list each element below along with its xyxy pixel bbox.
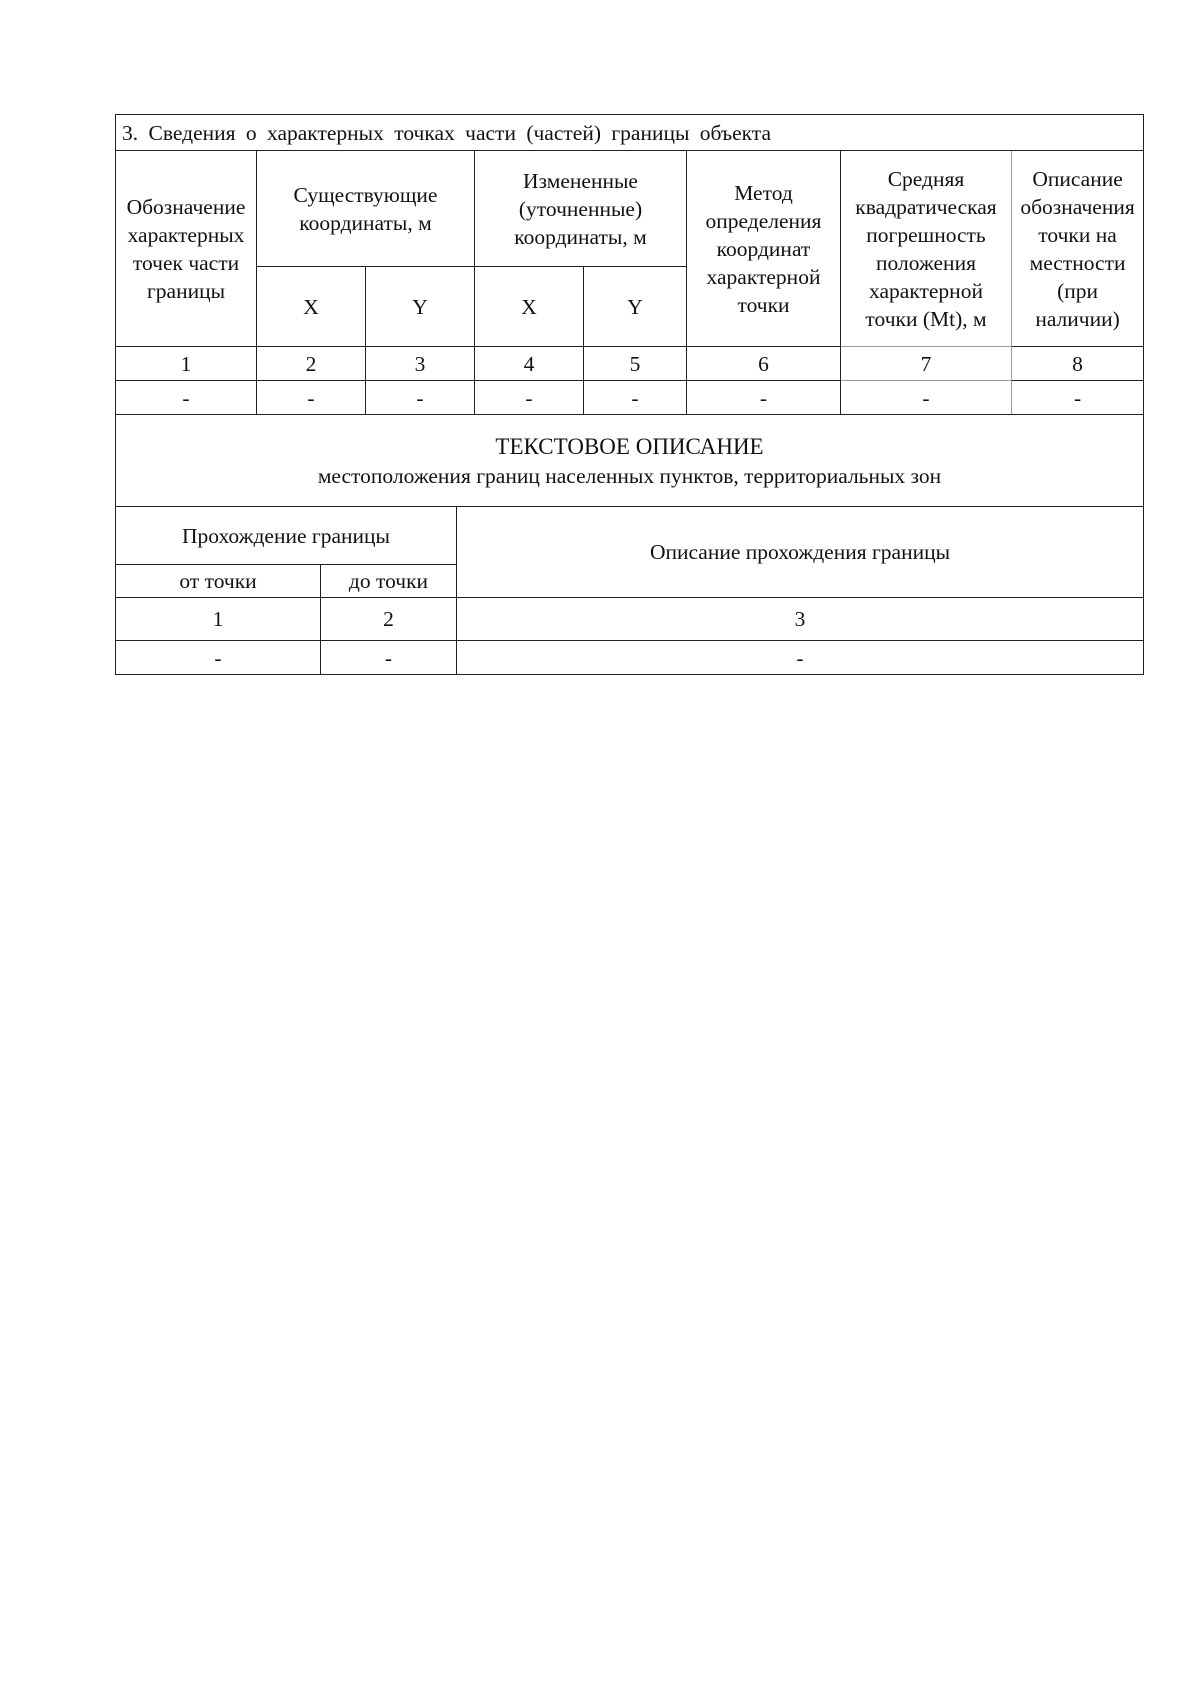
header-mean-error: Средняя квадратическая погрешность положения характерной точки (Mt), м (841, 151, 1012, 347)
text-description-title: ТЕКСТОВОЕ ОПИСАНИЕ (495, 433, 764, 459)
column-number: 3 (457, 598, 1144, 641)
column-number: 4 (475, 347, 584, 381)
section-title: 3. Сведения о характерных точках части (частей) границы объекта (116, 115, 1144, 151)
table-cell: - (257, 381, 366, 415)
column-number: 6 (687, 347, 841, 381)
header-x-existing: X (257, 267, 366, 347)
header-y-existing: Y (366, 267, 475, 347)
header-designation: Обозначение характерных точек части границы (116, 151, 257, 347)
column-number: 1 (116, 347, 257, 381)
column-number: 1 (116, 598, 321, 641)
column-number: 7 (841, 347, 1012, 381)
table-row (116, 381, 1144, 415)
column-number: 5 (584, 347, 687, 381)
characteristic-points-table (115, 114, 1144, 415)
header-changed-coordinates: Измененные (уточненные) координаты, м (475, 151, 687, 267)
column-number-row (116, 598, 1144, 641)
text-description-subtitle: местоположения границ населенных пунктов, территориальных зон (317, 463, 942, 488)
table-cell: - (457, 641, 1144, 675)
table-cell: - (584, 381, 687, 415)
header-from-point: от точки (116, 565, 321, 598)
table-cell: - (687, 381, 841, 415)
header-passage-description: Описание прохождения границы (457, 507, 1144, 598)
boundary-description-table (115, 414, 1144, 675)
header-point-description: Описание обозначения точки на местности (при наличии) (1012, 151, 1144, 347)
header-x-changed: X (475, 267, 584, 347)
header-y-changed: Y (584, 267, 687, 347)
header-method: Метод определения координат характерной точки (687, 151, 841, 347)
header-to-point: до точки (321, 565, 457, 598)
column-number: 2 (321, 598, 457, 641)
table-cell: - (116, 641, 321, 675)
table-cell: - (841, 381, 1012, 415)
table-cell: - (366, 381, 475, 415)
table-row (116, 641, 1144, 675)
column-number: 2 (257, 347, 366, 381)
table-cell: - (475, 381, 584, 415)
column-number: 8 (1012, 347, 1144, 381)
table-cell: - (116, 381, 257, 415)
text-description-heading (116, 415, 1144, 507)
table-cell: - (321, 641, 457, 675)
header-boundary-passage: Прохождение границы (116, 507, 457, 565)
header-existing-coordinates: Существующие координаты, м (257, 151, 475, 267)
table-cell: - (1012, 381, 1144, 415)
column-number: 3 (366, 347, 475, 381)
column-number-row (116, 347, 1144, 381)
